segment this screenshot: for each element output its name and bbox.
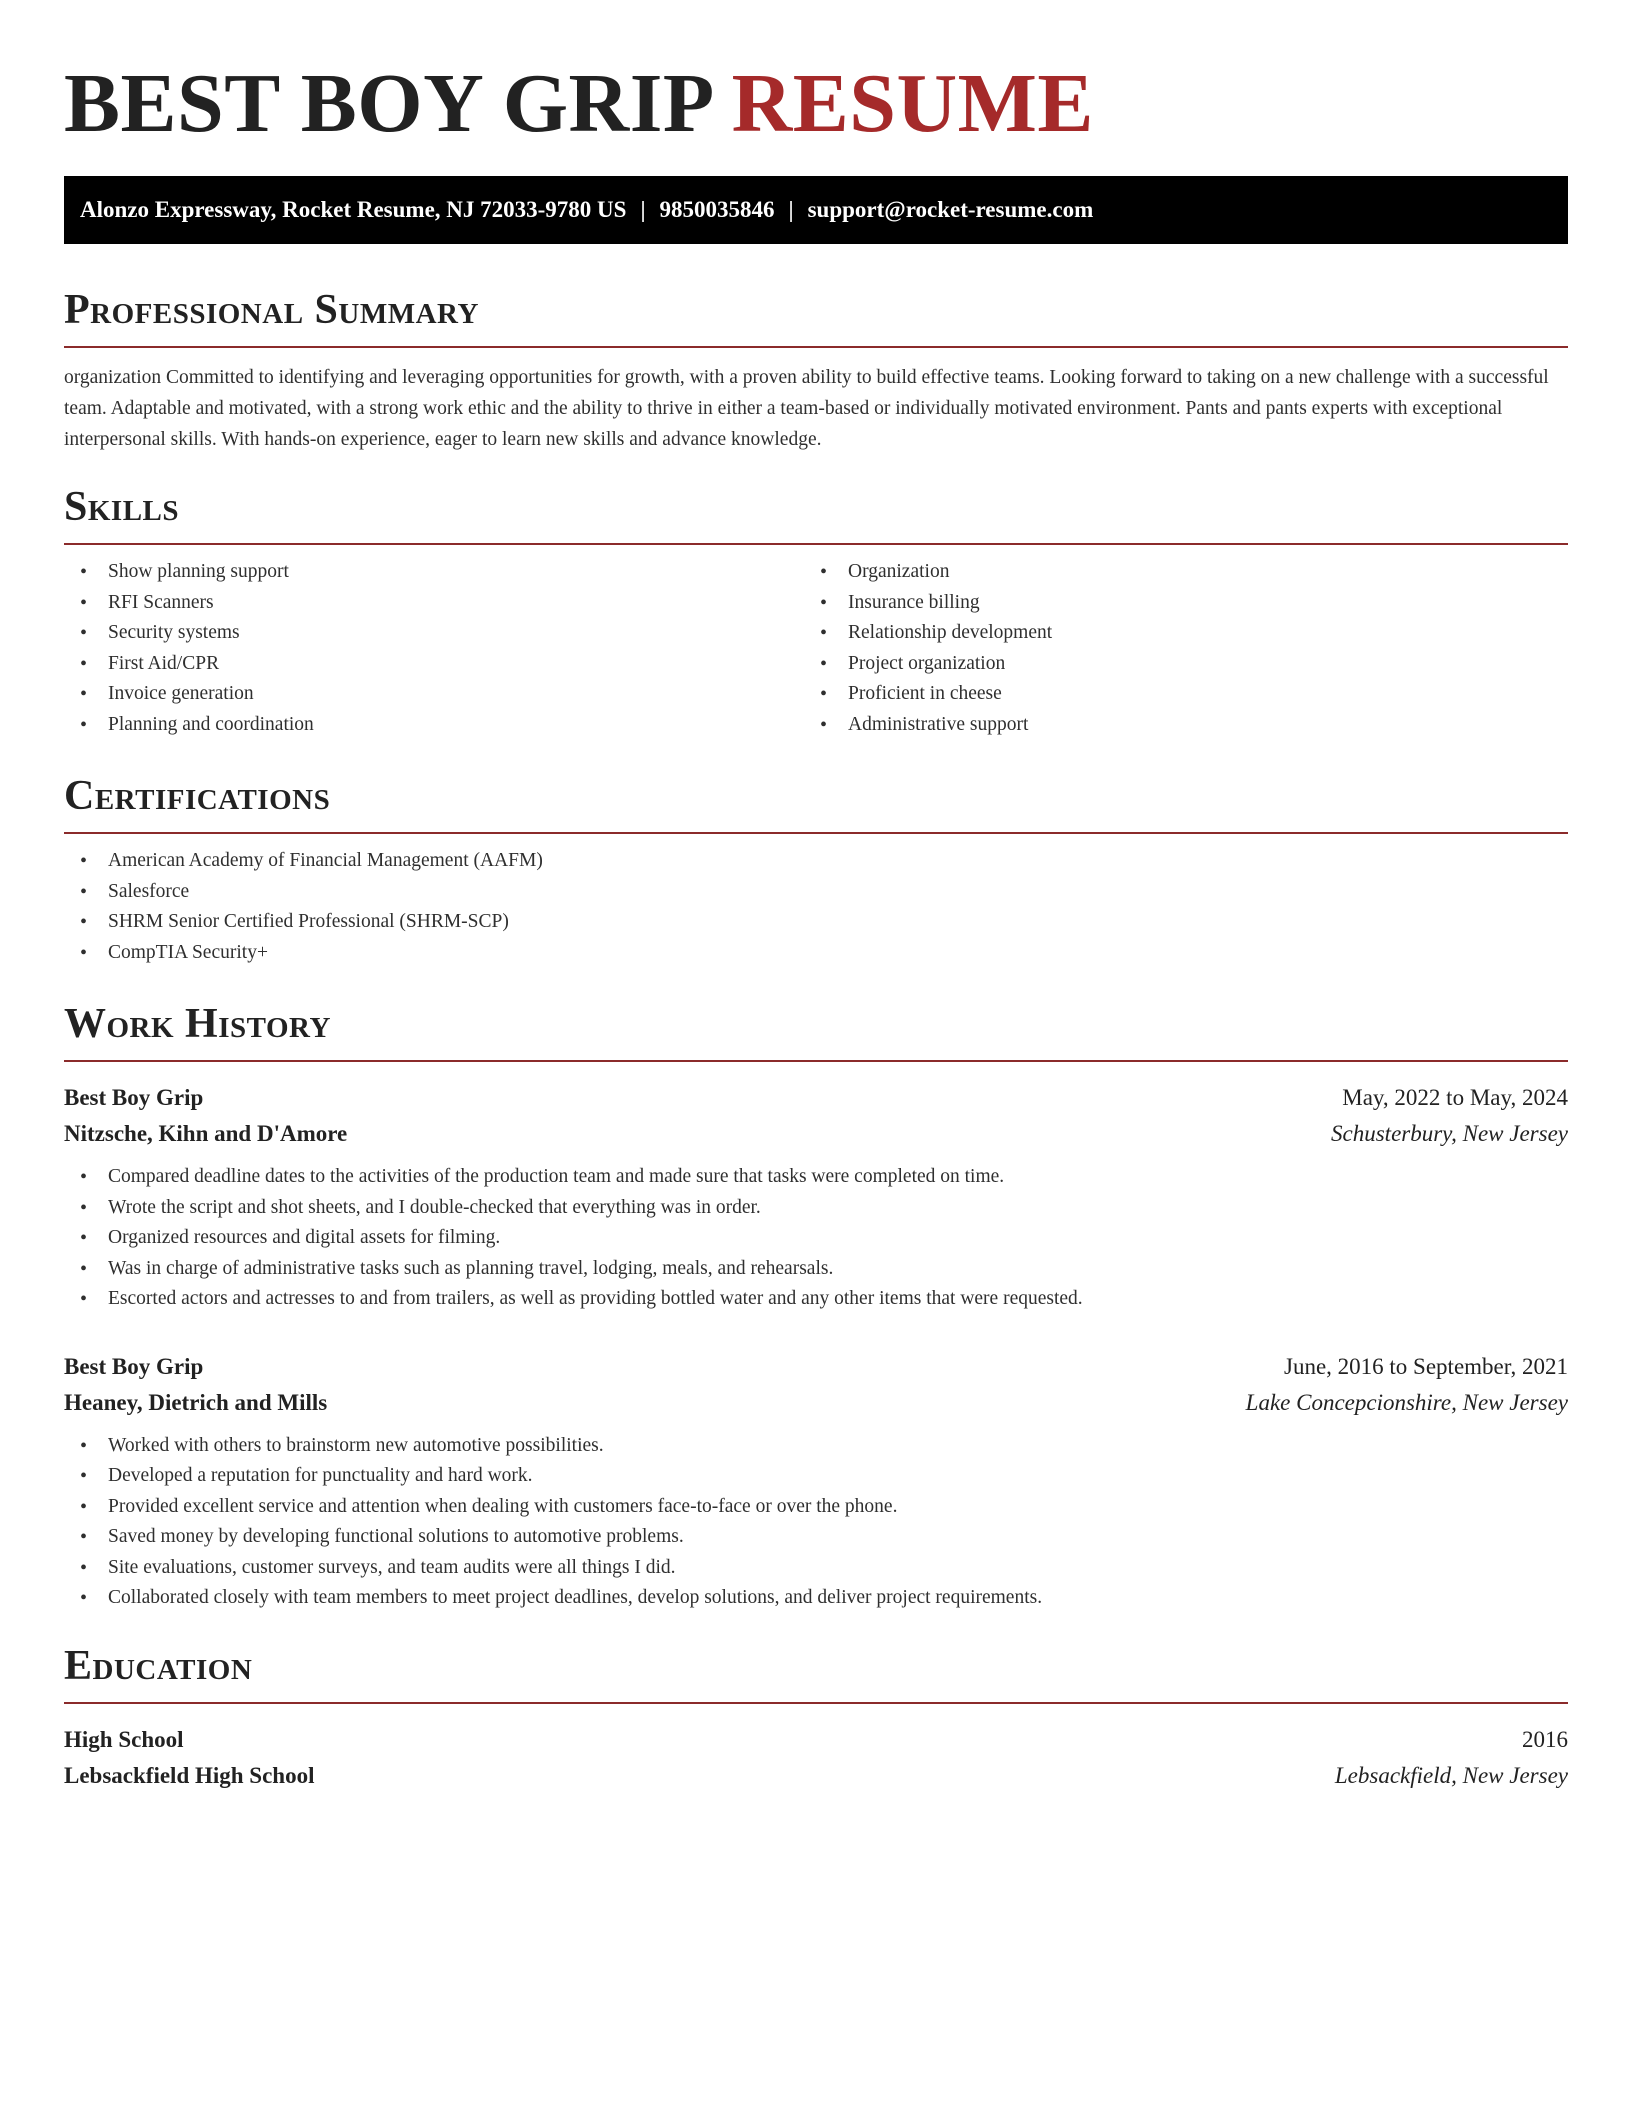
education-section [64, 1640, 1568, 1794]
skill-item: • RFI Scanners [64, 588, 804, 619]
job-duties-list [64, 1162, 1568, 1315]
contact-email: support@rocket-resume.com [807, 197, 1094, 222]
certification-item: • SHRM Senior Certified Professional (SHRM-SCP) [64, 907, 1568, 938]
job-entry [64, 1349, 1568, 1614]
skills-section [64, 481, 1568, 740]
skills-heading: Skills [64, 484, 180, 530]
skill-item: • Security systems [64, 618, 804, 649]
education-location: Lebsackfield, New Jersey [1334, 1762, 1568, 1788]
education-year: 2016 [1522, 1726, 1568, 1752]
summary-text: organization Committed to identifying and leveraging opportunities for growth, with a proven ability to build effective teams. Looking forward to taking on a new challenge with a successful team. Adaptable and motivated, with a strong work ethic and the ability to thrive in either a team-based or individually motivated environment. Pants and pants experts with exceptional interpersonal skills. With hands-on experience, eager to learn new skills and advance knowledge. [64, 367, 1549, 450]
skills-list-left [64, 557, 804, 740]
skills-columns [64, 545, 1568, 740]
section-divider [64, 346, 1568, 348]
job-employer: Heaney, Dietrich and Mills [64, 1389, 328, 1415]
skill-item: • Show planning support [64, 557, 804, 588]
skill-item: • Organization [804, 557, 1544, 588]
job-dates: June, 2016 to September, 2021 [1284, 1353, 1568, 1379]
education-heading: Education [64, 1642, 253, 1689]
skill-item: • Invoice generation [64, 679, 804, 710]
job-dates: May, 2022 to May, 2024 [1342, 1085, 1568, 1110]
contact-bar [64, 176, 1568, 244]
job-duty: • Site evaluations, customer surveys, and team audits were all things I did. [64, 1553, 1568, 1584]
summary-section [64, 284, 1568, 455]
certifications-section [64, 770, 1568, 968]
skill-item: • Project organization [804, 649, 1544, 680]
skill-item: • Insurance billing [804, 588, 1544, 619]
certification-item: • American Academy of Financial Management (AAFM) [64, 846, 1568, 877]
contact-phone: 9850035846 [659, 197, 775, 222]
contact-address: Alonzo Expressway, Rocket Resume, NJ 72033-9780 US [80, 197, 627, 222]
summary-heading: Professional Summary [64, 287, 479, 333]
section-divider [64, 1702, 1568, 1704]
education-school: Lebsackfield High School [64, 1762, 315, 1788]
certifications-heading: Certifications [64, 773, 331, 819]
job-duty: • Saved money by developing functional solutions to automotive problems. [64, 1522, 1568, 1553]
job-duty: • Developed a reputation for punctuality and hard work. [64, 1461, 1568, 1492]
job-duty: • Was in charge of administrative tasks such as planning travel, lodging, meals, and rehearsals. [64, 1254, 1568, 1285]
job-duty: • Worked with others to brainstorm new automotive possibilities. [64, 1431, 1568, 1462]
work-history-heading: Work History [64, 1001, 331, 1047]
job-duty: • Provided excellent service and attention when dealing with customers face-to-face or over the phone. [64, 1492, 1568, 1523]
certification-item: • Salesforce [64, 877, 1568, 908]
job-duty: • Escorted actors and actresses to and from trailers, as well as providing bottled water and any other items that were requested. [64, 1284, 1568, 1315]
job-duty: • Wrote the script and shot sheets, and I double-checked that everything was in order. [64, 1193, 1568, 1224]
section-divider [64, 1060, 1568, 1062]
job-title: Best Boy Grip [64, 1353, 204, 1379]
skill-item: • Planning and coordination [64, 710, 804, 741]
skill-item: • Administrative support [804, 710, 1544, 741]
title-accent: RESUME [731, 57, 1094, 150]
job-location: Schusterbury, New Jersey [1331, 1121, 1568, 1146]
job-employer: Nitzsche, Kihn and D'Amore [64, 1121, 348, 1146]
section-divider [64, 832, 1568, 834]
job-entry [64, 1080, 1568, 1315]
job-duties-list [64, 1431, 1568, 1614]
title-main: BEST BOY GRIP [64, 57, 711, 150]
skill-item: • Relationship development [804, 618, 1544, 649]
education-entry [64, 1722, 1568, 1794]
job-duty: • Collaborated closely with team members to meet project deadlines, develop solutions, and deliver project requirements. [64, 1583, 1568, 1614]
job-location: Lake Concepcionshire, New Jersey [1245, 1389, 1568, 1415]
certification-item: • CompTIA Security+ [64, 938, 1568, 969]
job-duty: • Organized resources and digital assets for filming. [64, 1223, 1568, 1254]
skill-item: • First Aid/CPR [64, 649, 804, 680]
skill-item: • Proficient in cheese [804, 679, 1544, 710]
education-degree: High School [64, 1726, 184, 1752]
contact-separator: | [788, 197, 794, 222]
skills-list-right [804, 557, 1544, 740]
contact-separator: | [640, 197, 646, 222]
job-duty: • Compared deadline dates to the activities of the production team and made sure that tasks were completed on time. [64, 1162, 1568, 1193]
work-history-section [64, 998, 1568, 1614]
resume-title [64, 56, 1568, 152]
certifications-list [64, 846, 1568, 968]
job-title: Best Boy Grip [64, 1085, 204, 1110]
